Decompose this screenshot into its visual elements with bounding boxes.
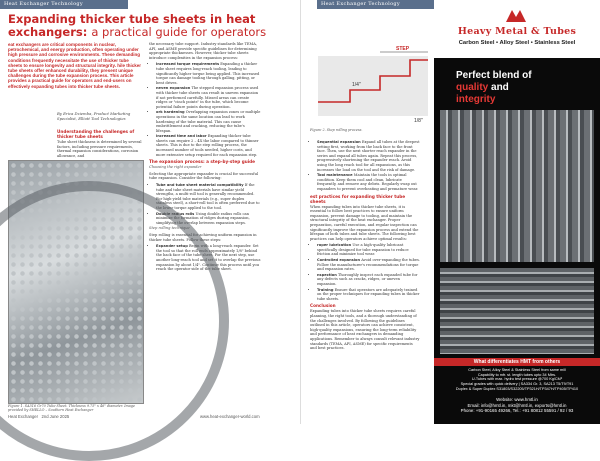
list-item: [156, 62, 261, 85]
section-header: Heat Exchanger Technology: [0, 0, 128, 9]
subheading-text: Choosing the right expander: [149, 165, 202, 170]
ad-features: [438, 368, 596, 392]
list-item-term: Tube and tube sheet material compatibility: [156, 183, 244, 188]
list-item: [317, 243, 420, 257]
subheading-text: Step rolling technique: [149, 226, 190, 231]
challenges-list: [149, 62, 261, 157]
article-intro: eat exchangers are critical components in nuclear, petrochemical, and energy production, often operating under high pressure and corrosive environments. These demanding conditions frequently necessitate the use of thicker tube sheets to ensure longevity and structural integrity. hile thicker tube sheets offer enhanced durability, they present unique challenges during the tube expansion process. This article provides a practical guide for operators and end-users on effectively expanding tubes into thicker tube sheets.: [8, 42, 141, 89]
list-item: [317, 273, 420, 287]
step-label: STEP: [396, 46, 410, 52]
figure-caption: Figure 2. Step rolling process.: [310, 128, 363, 132]
ad-headline-integrity: integrity: [456, 94, 496, 105]
list-item-text: Expanding thicker tube sheets can require 2 – 4X the labor compared to thinner sheets. This is due to the step rolling process, the increased number of tools needed, higher costs, and more extensive setup required for each expansion step.: [156, 134, 259, 157]
ad-feature-line: Special grades with quick delivery | SA334 Gr. 3, SA213 T5/T9/T91: [460, 382, 574, 387]
paragraph: Selecting the appropriate expander is crucial for successful tube expansion. Consider the following:: [149, 171, 259, 181]
heading-best-practices: est practices for expanding thicker tube sheets: [310, 193, 406, 204]
column-3: [310, 140, 420, 402]
ad-headline: [456, 70, 596, 106]
ad-phone: Phone: +91-90165 49266, Tel.: +91 80812 55591 / 92 / 93: [460, 408, 574, 413]
list-item-text: Use a high-quality lubricant specifically designed for tube expansion to reduce friction and minimize tool wear.: [317, 243, 409, 257]
list-item-term: neven expansion: [156, 86, 191, 91]
ad-feature-line: U-Tubes with max. hydro test pressure @700 Kg/CM²: [471, 377, 563, 382]
paragraph: Step rolling is essential for achieving uniform expansion in thicker tube sheets. Follow these steps:: [149, 232, 257, 242]
pipes-photo: [440, 110, 594, 262]
author-byline: By Erica Dziemba, Product Marketing Specialist, Elliott Tool Technologies: [57, 111, 131, 121]
footer-date: 2nd June 2025: [41, 414, 70, 419]
list-item-term: nspection: [317, 272, 337, 277]
tube-sheet-photo: [8, 160, 144, 404]
list-item-term: Sequential expansion: [317, 140, 361, 144]
photo-caption: Figure 1. SA516 Gr70 Tube Sheet. Thickness 9.75" x 46" diameter. Image provided by SHELLO – Southern Heat Exchanger: [8, 404, 135, 412]
list-item-text: The stepped expansion process used with thicker tube sheets can result in uneven expansion if not performed carefully. Missed areas can create ridges or "cinch points" in the tube, which become potential failure points during operation.: [156, 86, 259, 109]
list-item-term: Controlled expansion: [317, 258, 361, 263]
heading-expansion-process: The expansion process: a step-by-step guide: [149, 159, 255, 165]
list-item-term: roper lubrication: [317, 243, 352, 248]
subheading-expander: [149, 165, 261, 170]
paragraph: the necessary tube support. Industry standards like TEMA, API, and ASME provide specific guidelines for determining appropriate thicknesses. However, thicker tube sheets introduce complexities in the expansion process:: [149, 42, 257, 60]
section-header: Heat Exchanger Technology: [317, 0, 435, 9]
footer-magazine: [8, 414, 69, 419]
ad-headline-and: and: [488, 82, 509, 93]
list-item-term: ork hardening: [156, 110, 185, 115]
title-subtitle: a practical guide for operators: [91, 25, 267, 39]
ad-feature-line: Capability to mfr. st. length tubes upto 34 Mtrs.: [477, 372, 557, 377]
ad-tagline: Carbon Steel • Alloy Steel • Stainless Steel: [458, 40, 576, 46]
footer-url[interactable]: www.heat-exchanger-world.com: [200, 414, 260, 419]
paragraph: Tube sheet thickness is determined by several factors, including pressure requirements, thermal expansion considerations, corrosion allowance, and: [57, 140, 142, 158]
list-item: [317, 258, 420, 272]
list-item: [156, 110, 261, 133]
list-item-text: Thoroughly inspect each expanded tube for any defects such as cracks, ridges, or uneven expansion.: [317, 272, 418, 287]
list-item: [156, 86, 261, 109]
sequential-list: [310, 140, 420, 192]
list-item-text: Ensure that operators are adequately trained on the proper techniques for expanding tubes in thicker tube sheets.: [317, 287, 420, 301]
step-rolling-diagram: [310, 42, 432, 128]
list-item: [156, 183, 261, 211]
ad-email[interactable]: Email: info@hmtl.in, mkt@hmtl.in, exports@hmtl.in: [467, 402, 567, 408]
paragraph: Expanding tubes into thicker tube sheets requires careful planning, the right tools, and a thorough understanding of the challenges involved. By following the guidelines outlined in this article, operators can achieve consistent, high-quality expansions, ensuring the long-term reliability and performance of heat exchangers in demanding applications. Remember to always consult relevant industry standards (TEMA, API, ASME) for specific requirements and best practices.: [310, 309, 420, 351]
list-item-text: Maintain the tools in optimal condition. Keep them cool and clean, lubricate frequently, and remove any debris. Regularly swap out expanders to prevent overheating and premature wear.: [317, 173, 419, 191]
ad-website[interactable]: Website: www.hmtl.in: [496, 397, 538, 402]
ad-brand: Heavy Metal & Tubes: [457, 26, 577, 37]
list-item-term: increased time and labor: [156, 134, 207, 139]
ad-banner: What differentiates HMT from others: [434, 358, 600, 366]
hmt-advertisement[interactable]: [434, 0, 600, 424]
list-item-text: Expanding a thicker tube sheet requires long-reach tooling, leading to significantly higher torque being applied. This increased torque can damage tooling through galling, pitting, or bent drives.: [156, 62, 260, 85]
list-item-text: Avoid over-expanding the tubes. Follow the manufacturer's recommendations for torque and expansion rates.: [317, 258, 421, 272]
list-item-term: Expander setup: [156, 244, 188, 249]
list-item-term: Tool maintenance: [317, 173, 353, 178]
tube-sheet-shape: [318, 56, 428, 116]
best-practices-list: [310, 243, 420, 301]
list-item-term: Double radius rolls: [156, 211, 195, 216]
ad-contact: [438, 397, 596, 414]
ad-feature-line: Duplex & Super Duplex S31803/S32205/TP321H/TP347H/TP405/TP410: [455, 386, 579, 391]
list-item: [317, 173, 420, 191]
tubes-photo: [440, 268, 594, 354]
ad-header: [434, 0, 600, 58]
list-item-term: Training: [317, 287, 334, 292]
eighth-label: 1/8": [414, 118, 423, 124]
ad-feature-line: Carbon Steel, Alloy Steel & Stainless Steel from same mill: [468, 368, 566, 372]
list-item: [156, 134, 261, 157]
article-title: [8, 13, 298, 39]
list-item-text: Using double radius rolls can minimize the formation of ridges during expansion, simplifying the overlap between expansion steps.: [156, 211, 250, 225]
list-item-term: increased torque requirements: [156, 62, 220, 67]
list-item-text: If the tube and tube sheet materials have similar yield strengths, a multi-roll tool is generally recommended. For high-yield tube materials (e.g., super duplex stainless steel), a short-roll tool is often preferred due to the lower torque applied to the tool.: [156, 183, 260, 210]
list-item: [317, 140, 420, 172]
ad-headline-text: Perfect blend of: [456, 70, 532, 81]
quarter-label: 1/4": [352, 82, 361, 88]
list-item: [317, 288, 420, 302]
title-main: Expanding thicker tube sheets in heat exchangers:: [8, 12, 256, 39]
left-page: [0, 0, 300, 424]
list-item-text: Begin with a long-reach expander. Set the tool so that the roll ends approximately 1/8" behind the back face of the tube sheet. For the next step, use another long-reach tool and set it to overlap the previous expansion by about 1/4". Continue this process until you reach the operator side of the tube sheet.: [156, 244, 261, 272]
list-item-text: Expand all tubes at the deepest setting first, working from the back face to the front face. Then, use the next shorter reach expander in the series and expand all tubes again. Repeat this process, progressively shortening the expander reach. Avoid using the long reach tool for all expansions, as this increases the load on the tool and the risk of damage.: [317, 140, 420, 172]
ad-headline-quality: quality: [456, 82, 489, 93]
heading-challenges: Understanding the challenges of thicker tube sheets: [57, 129, 135, 139]
list-item-text: Overlapping expansion zones or multiple operations in the same location can lead to work hardening of the tube material. This can cause embrittlement and cracking, reducing the tube's lifespan.: [156, 110, 261, 133]
heading-conclusion: Conclusion: [310, 303, 336, 309]
hmt-logo-icon: [506, 8, 526, 22]
paragraph: When expanding tubes into thicker tube sheets, it is essential to follow best practices to ensure uniform expansion, prevent damage to tooling, and maintain the structural integrity of the heat exchanger. Proper preparation, careful execution, and regular inspection can significantly improve the expansion process and extend the lifespan of both tubes and tube sheets. The following best practices can help operators achieve optimal results:: [310, 204, 419, 241]
footer-mag-name: Heat Exchanger: [8, 414, 39, 419]
